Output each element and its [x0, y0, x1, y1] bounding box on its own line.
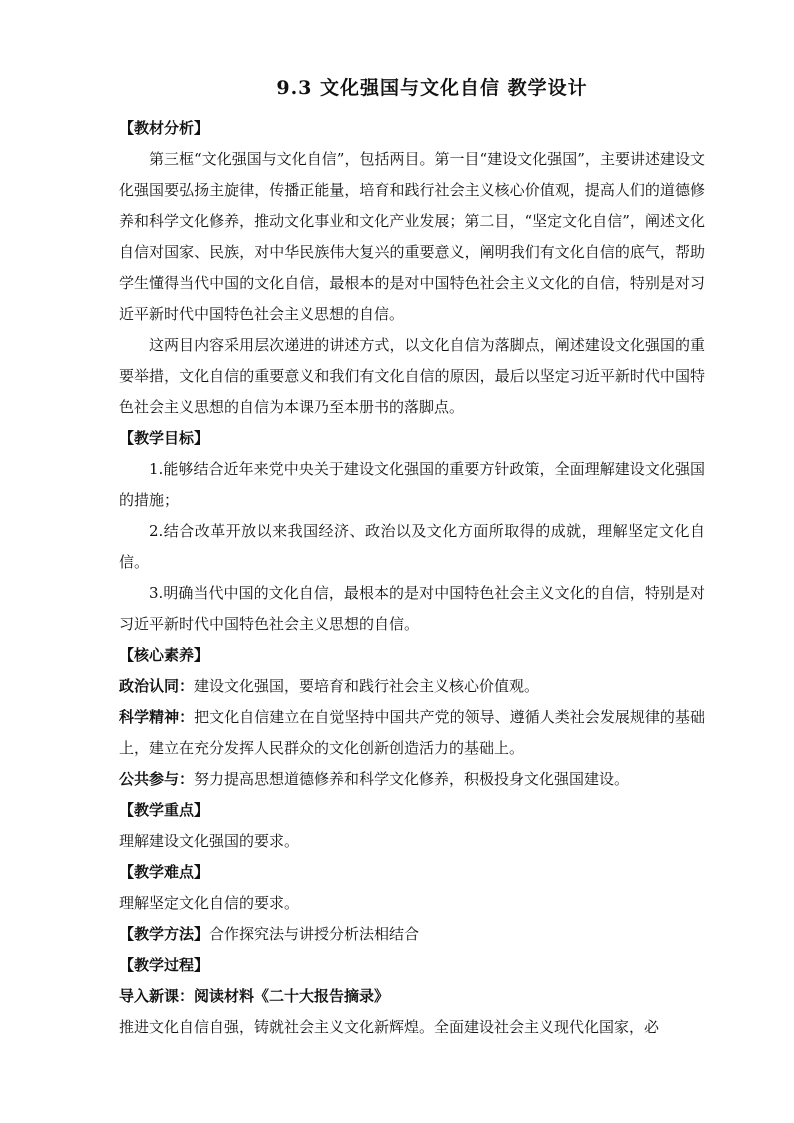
literacy-item-public — [119, 764, 705, 795]
method-text: 合作探究法与讲授分析法相结合 — [209, 925, 420, 943]
section-heading-process: 【教学过程】 — [119, 956, 210, 974]
section-heading-difficulty: 【教学难点】 — [119, 863, 210, 881]
section-heading-method: 【教学方法】 — [119, 925, 210, 943]
document-body — [119, 70, 705, 1043]
literacy-item-political — [119, 671, 705, 702]
analysis-paragraph-2: 这两目内容采用层次递进的讲述方式，以文化自信为落脚点，阐述建设文化强国的重要举措，文化自信的重要意义和我们有文化自信的原因，最后以坚定习近平新时代中国特色社会主义思想的自信为本课乃至本册书的落脚点。 — [119, 336, 705, 416]
section-heading-goals: 【教学目标】 — [119, 429, 210, 447]
difficulty-text: 理解坚定文化自信的要求。 — [119, 894, 300, 912]
analysis-paragraph-1: 第三框“文化强国与文化自信”，包括两目。第一目“建设文化强国”，主要讲述建设文化强国要弘扬主旋律，传播正能量，培育和践行社会主义核心价值观，提高人们的道德修养和科学文化修养，推动文化事业和文化产业发展；第二目，“坚定文化自信”，阐述文化自信对国家、民族，对中华民族伟大复兴的重要意义，阐明我们有文化自信的底气，帮助学生懂得当代中国的文化自信，最根本的是对中国特色社会主义文化的自信，特别是对习近平新时代中国特色社会主义思想的自信。 — [119, 150, 705, 323]
section-heading-key-point: 【教学重点】 — [119, 801, 210, 819]
literacy-text-science: 把文化自信建立在自觉坚持中国共产党的领导、遵循人类社会发展规律的基础上，建立在充分发挥人民群众的文化创新创造活力的基础上。 — [119, 708, 705, 757]
key-point-text: 理解建设文化强国的要求。 — [119, 832, 300, 850]
literacy-text-public: 努力提高思想道德修养和科学文化修养，积极投身文化强国建设。 — [194, 770, 630, 788]
goal-item-1: 1.能够结合近年来党中央关于建设文化强国的重要方针政策，全面理解建设文化强国的措施； — [119, 460, 705, 509]
process-intro-text: 推进文化自信自强，铸就社会主义文化新辉煌。全面建设社会主义现代化国家，必 — [119, 1018, 660, 1036]
section-heading-analysis: 【教材分析】 — [119, 119, 210, 137]
process-intro-label: 导入新课：阅读材料《二十大报告摘录》 — [119, 987, 390, 1005]
literacy-label-public: 公共参与： — [119, 770, 195, 788]
page-title: 9.3 文化强国与文化自信 教学设计 — [276, 77, 588, 99]
literacy-text-political: 建设文化强国，要培育和践行社会主义核心价值观。 — [194, 677, 540, 695]
literacy-item-science — [119, 702, 705, 764]
literacy-label-political: 政治认同： — [119, 677, 195, 695]
literacy-label-science: 科学精神： — [119, 708, 195, 726]
section-heading-literacy: 【核心素养】 — [119, 646, 210, 664]
goal-item-2: 2.结合改革开放以来我国经济、政治以及文化方面所取得的成就，理解坚定文化自信。 — [119, 522, 705, 571]
method-row — [119, 919, 705, 950]
goal-item-3: 3.明确当代中国的文化自信，最根本的是对中国特色社会主义文化的自信，特别是对习近平新时代中国特色社会主义思想的自信。 — [119, 584, 705, 633]
